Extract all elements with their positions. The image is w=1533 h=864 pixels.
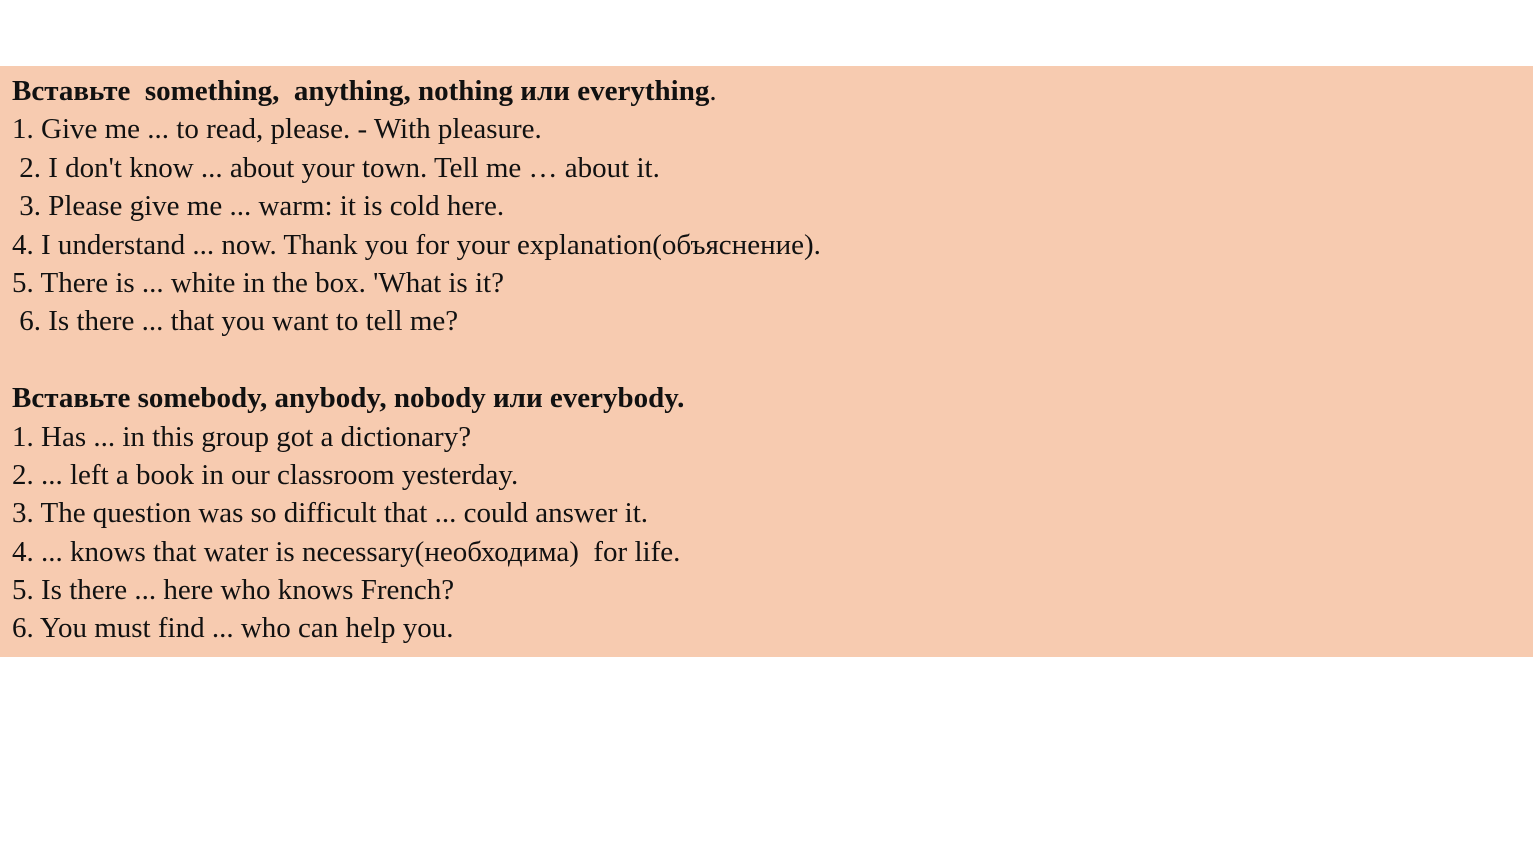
section1-item-4: 4. I understand ... now. Thank you for your explanation(объяснение). <box>12 228 821 261</box>
exercise-text <box>12 72 1512 648</box>
section2-item-5: 5. Is there ... here who knows French? <box>12 574 455 607</box>
section2-item-4: 4. ... knows that water is necessary(необходима) for life. <box>12 535 681 568</box>
section1-item-2: 2. I don't know ... about your town. Tell me … about it. <box>12 151 660 184</box>
section2-item-3: 3. The question was so difficult that ... could answer it. <box>12 497 649 530</box>
section1-heading <box>12 72 1512 110</box>
section1-item-5: 5. There is ... white in the box. 'What is it? <box>12 266 504 299</box>
section-spacer <box>12 341 1512 379</box>
section1-item-1: 1. Give me ... to read, please. - With pleasure. <box>12 113 542 146</box>
section1-item-6: 6. Is there ... that you want to tell me? <box>12 305 459 338</box>
section1-heading-text: Вставьте something, anything, nothing или everything <box>12 75 710 107</box>
section2-item-2: 2. ... left a book in our classroom yesterday. <box>12 458 519 491</box>
section1-heading-period: . <box>709 75 717 107</box>
section1-item-3: 3. Please give me ... warm: it is cold here. <box>12 190 505 223</box>
section2-item-6: 6. You must find ... who can help you. <box>12 612 454 645</box>
section2-item-1: 1. Has ... in this group got a dictionary? <box>12 420 472 453</box>
section2-heading: Вставьте somebody, anybody, nobody или everybody. <box>12 382 685 415</box>
